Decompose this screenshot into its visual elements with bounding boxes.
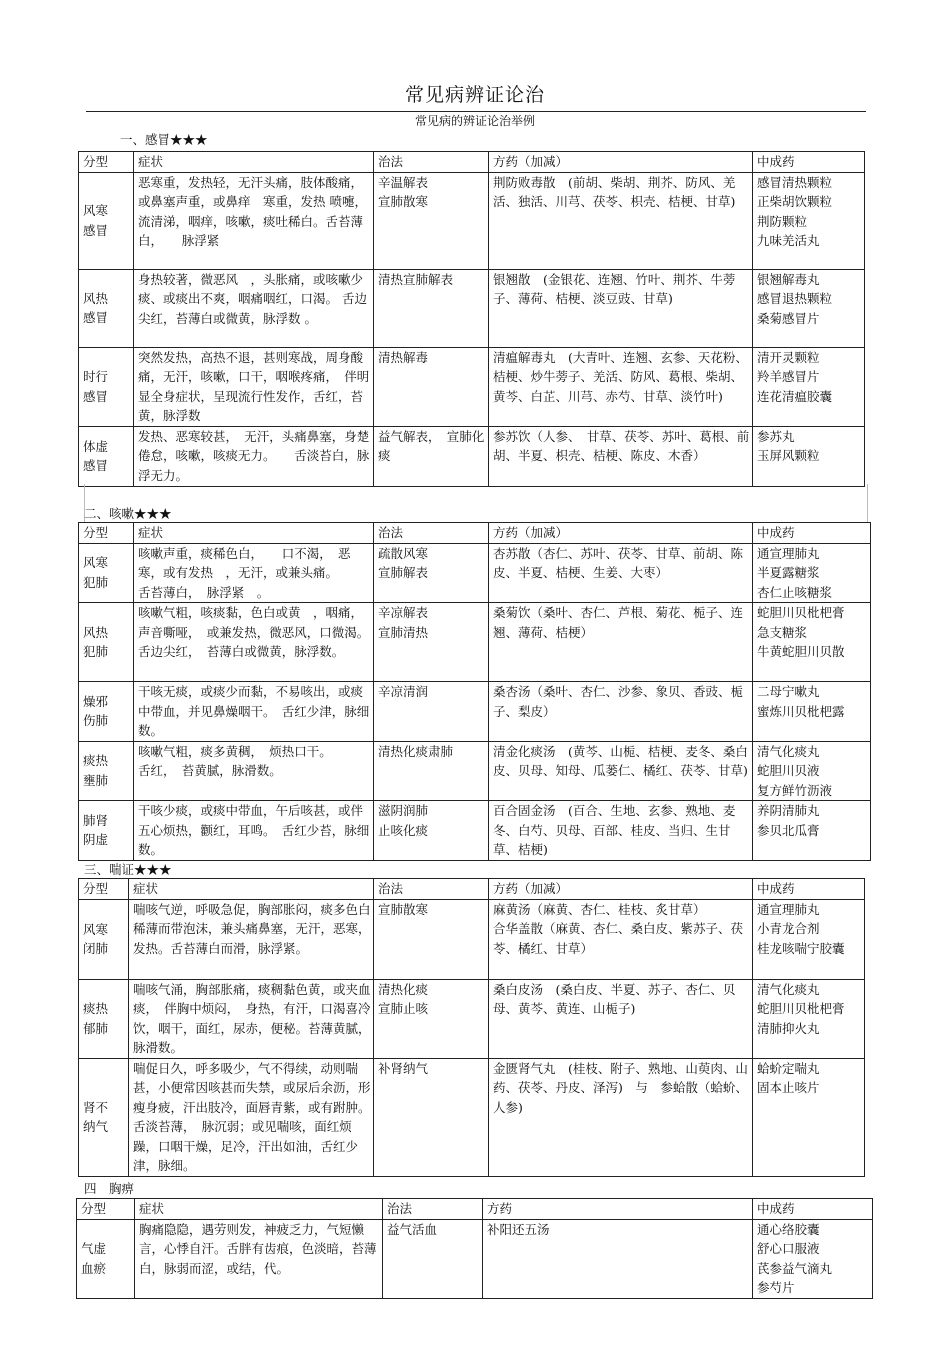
header-type: 分型	[79, 523, 134, 544]
table-header-row	[79, 152, 865, 173]
header-patent: 中成药	[753, 152, 865, 173]
pattern-type: 体虚 感冒	[79, 426, 134, 486]
method-cell: 清热化痰 宣肺止咳	[374, 979, 489, 1058]
header-method: 治法	[374, 152, 489, 173]
pattern-type: 风寒 感冒	[79, 172, 134, 269]
table-asthma	[78, 878, 865, 1177]
table-row	[79, 801, 871, 861]
method-cell: 补肾纳气	[374, 1058, 489, 1176]
patent-cell: 银翘解毒丸 感冒退热颗粒 桑菊感冒片	[753, 269, 865, 347]
patent-cell: 蛤蚧定喘丸 固本止咳片	[753, 1058, 865, 1176]
formula-cell: 补阳还五汤	[483, 1219, 753, 1298]
formula-cell: 清瘟解毒丸 (大青叶、连翘、玄参、天花粉、桔梗、炒牛蒡子、羌活、防风、葛根、柴胡、黄芩、白芷、川芎、赤芍、甘草、淡竹叶)	[489, 347, 753, 426]
symptoms-cell: 干咳无痰，或痰少而黏，不易咳出，或痰中带血，并见鼻燥咽干。 舌红少津，脉细数。	[134, 682, 374, 742]
patent-cell: 通宣理肺丸 半夏露糖浆 杏仁止咳糖浆	[753, 543, 871, 603]
table-header-row	[77, 1199, 873, 1220]
header-symptoms: 症状	[134, 523, 374, 544]
symptoms-cell: 突然发热，高热不退，甚则寒战，周身酸痛，无汗，咳嗽，口干，咽喉疼痛， 伴明显全身症状，呈现流行性发作，舌红，苔黄，脉浮数	[134, 347, 374, 426]
formula-cell: 百合固金汤 (百合、生地、玄参、熟地、麦冬、白芍、贝母、百部、桂皮、当归、生甘草、桔梗)	[489, 801, 753, 861]
formula-cell: 清金化痰汤 (黄芩、山栀、桔梗、麦冬、桑白皮、贝母、知母、瓜蒌仁、橘红、茯苓、甘草)	[489, 741, 753, 801]
header-method: 治法	[374, 879, 489, 900]
method-cell: 辛凉解表 宣肺清热	[374, 603, 489, 682]
pattern-type: 风热 犯肺	[79, 603, 134, 682]
formula-cell: 桑杏汤（桑叶、杏仁、沙参、象贝、香豉、栀子、梨皮）	[489, 682, 753, 742]
table-chest-pain	[76, 1198, 873, 1299]
patent-cell: 参苏丸 玉屏风颗粒	[753, 426, 865, 486]
header-type: 分型	[79, 879, 129, 900]
method-cell: 辛温解表 宣肺散寒	[374, 172, 489, 269]
patent-cell: 清气化痰丸 蛇胆川贝液 复方鲜竹沥液	[753, 741, 871, 801]
formula-cell: 麻黄汤（麻黄、杏仁、桂枝、炙甘草） 合华盖散（麻黄、杏仁、桑白皮、紫苏子、茯苓、橘红、甘草）	[489, 899, 753, 979]
header-symptoms: 症状	[134, 152, 374, 173]
method-cell: 清热解毒	[374, 347, 489, 426]
header-patent: 中成药	[753, 1199, 873, 1220]
symptoms-cell: 喘咳气涌，胸部胀痛，痰稠黏色黄，或夹血痰， 伴胸中烦闷， 身热，有汗，口渴喜冷饮，咽干，面红，尿赤，便秘。苔薄黄腻，脉滑数。	[129, 979, 374, 1058]
table-row	[79, 347, 865, 426]
header-type: 分型	[79, 152, 134, 173]
patent-cell: 清开灵颗粒 羚羊感冒片 连花清瘟胶囊	[753, 347, 865, 426]
method-cell: 疏散风寒 宣肺解表	[374, 543, 489, 603]
pattern-type: 痰热 郁肺	[79, 979, 129, 1058]
patent-cell: 感冒清热颗粒 正柴胡饮颗粒 荆防颗粒 九味羌活丸	[753, 172, 865, 269]
header-formula: 方药（加减）	[489, 523, 753, 544]
table-row	[77, 1219, 873, 1298]
pattern-type: 风寒 犯肺	[79, 543, 134, 603]
patent-cell: 通宣理肺丸 小青龙合剂 桂龙咳喘宁胶囊	[753, 899, 865, 979]
method-cell: 滋阴润肺 止咳化痰	[374, 801, 489, 861]
section-label-cold: 一、感冒★★★	[120, 132, 208, 147]
table-row	[79, 172, 865, 269]
symptoms-cell: 喘促日久，呼多吸少，气不得续，动则喘甚，小便常因咳甚而失禁，或尿后余沥，形瘦身疲，汗出肢冷，面唇青紫，或有跗肿。舌淡苔薄， 脉沉弱；或见喘咳，面红烦躁，口咽干燥，足冷，汗出如油，舌红少津，脉细。	[129, 1058, 374, 1176]
pattern-type: 风寒 闭肺	[79, 899, 129, 979]
method-cell: 辛凉清润	[374, 682, 489, 742]
section-label-chest-pain: 四 胸痹	[84, 1181, 135, 1196]
table-row	[79, 899, 865, 979]
method-cell: 清热化痰肃肺	[374, 741, 489, 801]
header-symptoms: 症状	[129, 879, 374, 900]
section-label-asthma: 三、喘证★★★	[84, 862, 172, 877]
header-formula: 方药	[483, 1199, 753, 1220]
patent-cell: 蛇胆川贝枇杷膏 急支糖浆 牛黄蛇胆川贝散	[753, 603, 871, 682]
patent-cell: 通心络胶囊 舒心口服液 芪参益气滴丸 参芍片	[753, 1219, 873, 1298]
method-cell: 益气活血	[383, 1219, 483, 1298]
table-row	[79, 603, 871, 682]
patent-cell: 二母宁嗽丸 蜜炼川贝枇杷露	[753, 682, 871, 742]
header-formula: 方药（加减）	[489, 879, 753, 900]
formula-cell: 桑白皮汤 (桑白皮、半夏、苏子、杏仁、贝母、黄芩、黄连、山栀子)	[489, 979, 753, 1058]
symptoms-cell: 干咳少痰，或痰中带血，午后咳甚，或伴五心烦热，颧红，耳鸣。 舌红少苔，脉细数。	[134, 801, 374, 861]
formula-cell: 银翘散 (金银花、连翘、竹叶、荆芥、牛蒡子、薄荷、桔梗、淡豆豉、甘草)	[489, 269, 753, 347]
table-row	[79, 741, 871, 801]
pattern-type: 气虚 血瘀	[77, 1219, 135, 1298]
pattern-type: 肺肾 阴虚	[79, 801, 134, 861]
table-row	[79, 1058, 865, 1176]
pattern-type: 燥邪 伤肺	[79, 682, 134, 742]
symptoms-cell: 发热、恶寒较甚， 无汗，头痛鼻塞，身楚倦怠，咳嗽，咳痰无力。 舌淡苔白，脉浮无力。	[134, 426, 374, 486]
section-label-cough: 二、咳嗽★★★	[84, 506, 172, 521]
header-type: 分型	[77, 1199, 135, 1220]
table-row	[79, 682, 871, 742]
symptoms-cell: 身热较著，微恶风 ，头胀痛，或咳嗽少痰、或痰出不爽，咽痛咽红，口渴。 舌边尖红，苔薄白或微黄，脉浮数 。	[134, 269, 374, 347]
page-title: 常见病辨证论治	[404, 84, 545, 106]
table-row	[79, 543, 871, 603]
page-subtitle: 常见病的辨证论治举例	[414, 114, 535, 128]
patent-cell: 清气化痰丸 蛇胆川贝枇杷膏 清肺抑火丸	[753, 979, 865, 1058]
table-row	[79, 979, 865, 1058]
symptoms-cell: 咳嗽气粗，痰多黄稠， 烦热口干。 舌红， 苔黄腻，脉滑数。	[134, 741, 374, 801]
table-header-row	[79, 523, 871, 544]
symptoms-cell: 胸痛隐隐，遇劳则发，神疲乏力，气短懒言，心悸自汗。舌胖有齿痕，色淡暗，苔薄白，脉弱而涩，或结，代。	[135, 1219, 383, 1298]
pattern-type: 肾不 纳气	[79, 1058, 129, 1176]
formula-cell: 参苏饮（人参、 甘草、茯苓、苏叶、葛根、前胡、半夏、枳壳、桔梗、陈皮、木香）	[489, 426, 753, 486]
section-gap	[84, 484, 868, 522]
pattern-type: 痰热 壅肺	[79, 741, 134, 801]
method-cell: 宣肺散寒	[374, 899, 489, 979]
formula-cell: 杏苏散（杏仁、苏叶、茯苓、甘草、前胡、陈皮、半夏、桔梗、生姜、大枣）	[489, 543, 753, 603]
pattern-type: 时行 感冒	[79, 347, 134, 426]
table-row	[79, 426, 865, 486]
header-formula: 方药（加减）	[489, 152, 753, 173]
formula-cell: 金匮肾气丸 (桂枝、附子、熟地、山萸肉、山药、茯苓、丹皮、泽泻) 与 参蛤散（蛤蚧、人参)	[489, 1058, 753, 1176]
patent-cell: 养阴清肺丸 参贝北瓜膏	[753, 801, 871, 861]
header-method: 治法	[383, 1199, 483, 1220]
table-header-row	[79, 879, 865, 900]
header-symptoms: 症状	[135, 1199, 383, 1220]
symptoms-cell: 咳嗽气粗，咳痰黏，色白或黄 ，咽痛，声音嘶哑， 或兼发热，微恶风，口微渴。舌边尖红， 苔薄白或微黄，脉浮数。	[134, 603, 374, 682]
symptoms-cell: 咳嗽声重，痰稀色白， 口不渴， 恶寒，或有发热 ，无汗，或兼头痛。 舌苔薄白， 脉浮紧 。	[134, 543, 374, 603]
pattern-type: 风热 感冒	[79, 269, 134, 347]
header-method: 治法	[374, 523, 489, 544]
table-cold	[78, 151, 865, 487]
table-row	[79, 269, 865, 347]
symptoms-cell: 喘咳气逆，呼吸急促，胸部胀闷，痰多色白稀薄而带泡沫，兼头痛鼻塞，无汗，恶寒，发热。舌苔薄白而滑，脉浮紧。	[129, 899, 374, 979]
header-patent: 中成药	[753, 523, 871, 544]
symptoms-cell: 恶寒重，发热轻，无汗头痛，肢体酸痛，或鼻塞声重，或鼻痒 寒重，发热 喷嚏，流清涕，咽痒，咳嗽，痰吐稀白。舌苔薄白， 脉浮紧	[134, 172, 374, 269]
table-cough	[78, 522, 871, 861]
header-patent: 中成药	[753, 879, 865, 900]
formula-cell: 桑菊饮（桑叶、杏仁、芦根、菊花、栀子、连翘、薄荷、桔梗）	[489, 603, 753, 682]
formula-cell: 荆防败毒散 (前胡、柴胡、荆芥、防风、羌活、独活、川芎、茯苓、枳壳、桔梗、甘草)	[489, 172, 753, 269]
method-cell: 益气解表， 宣肺化痰	[374, 426, 489, 486]
method-cell: 清热宣肺解表	[374, 269, 489, 347]
